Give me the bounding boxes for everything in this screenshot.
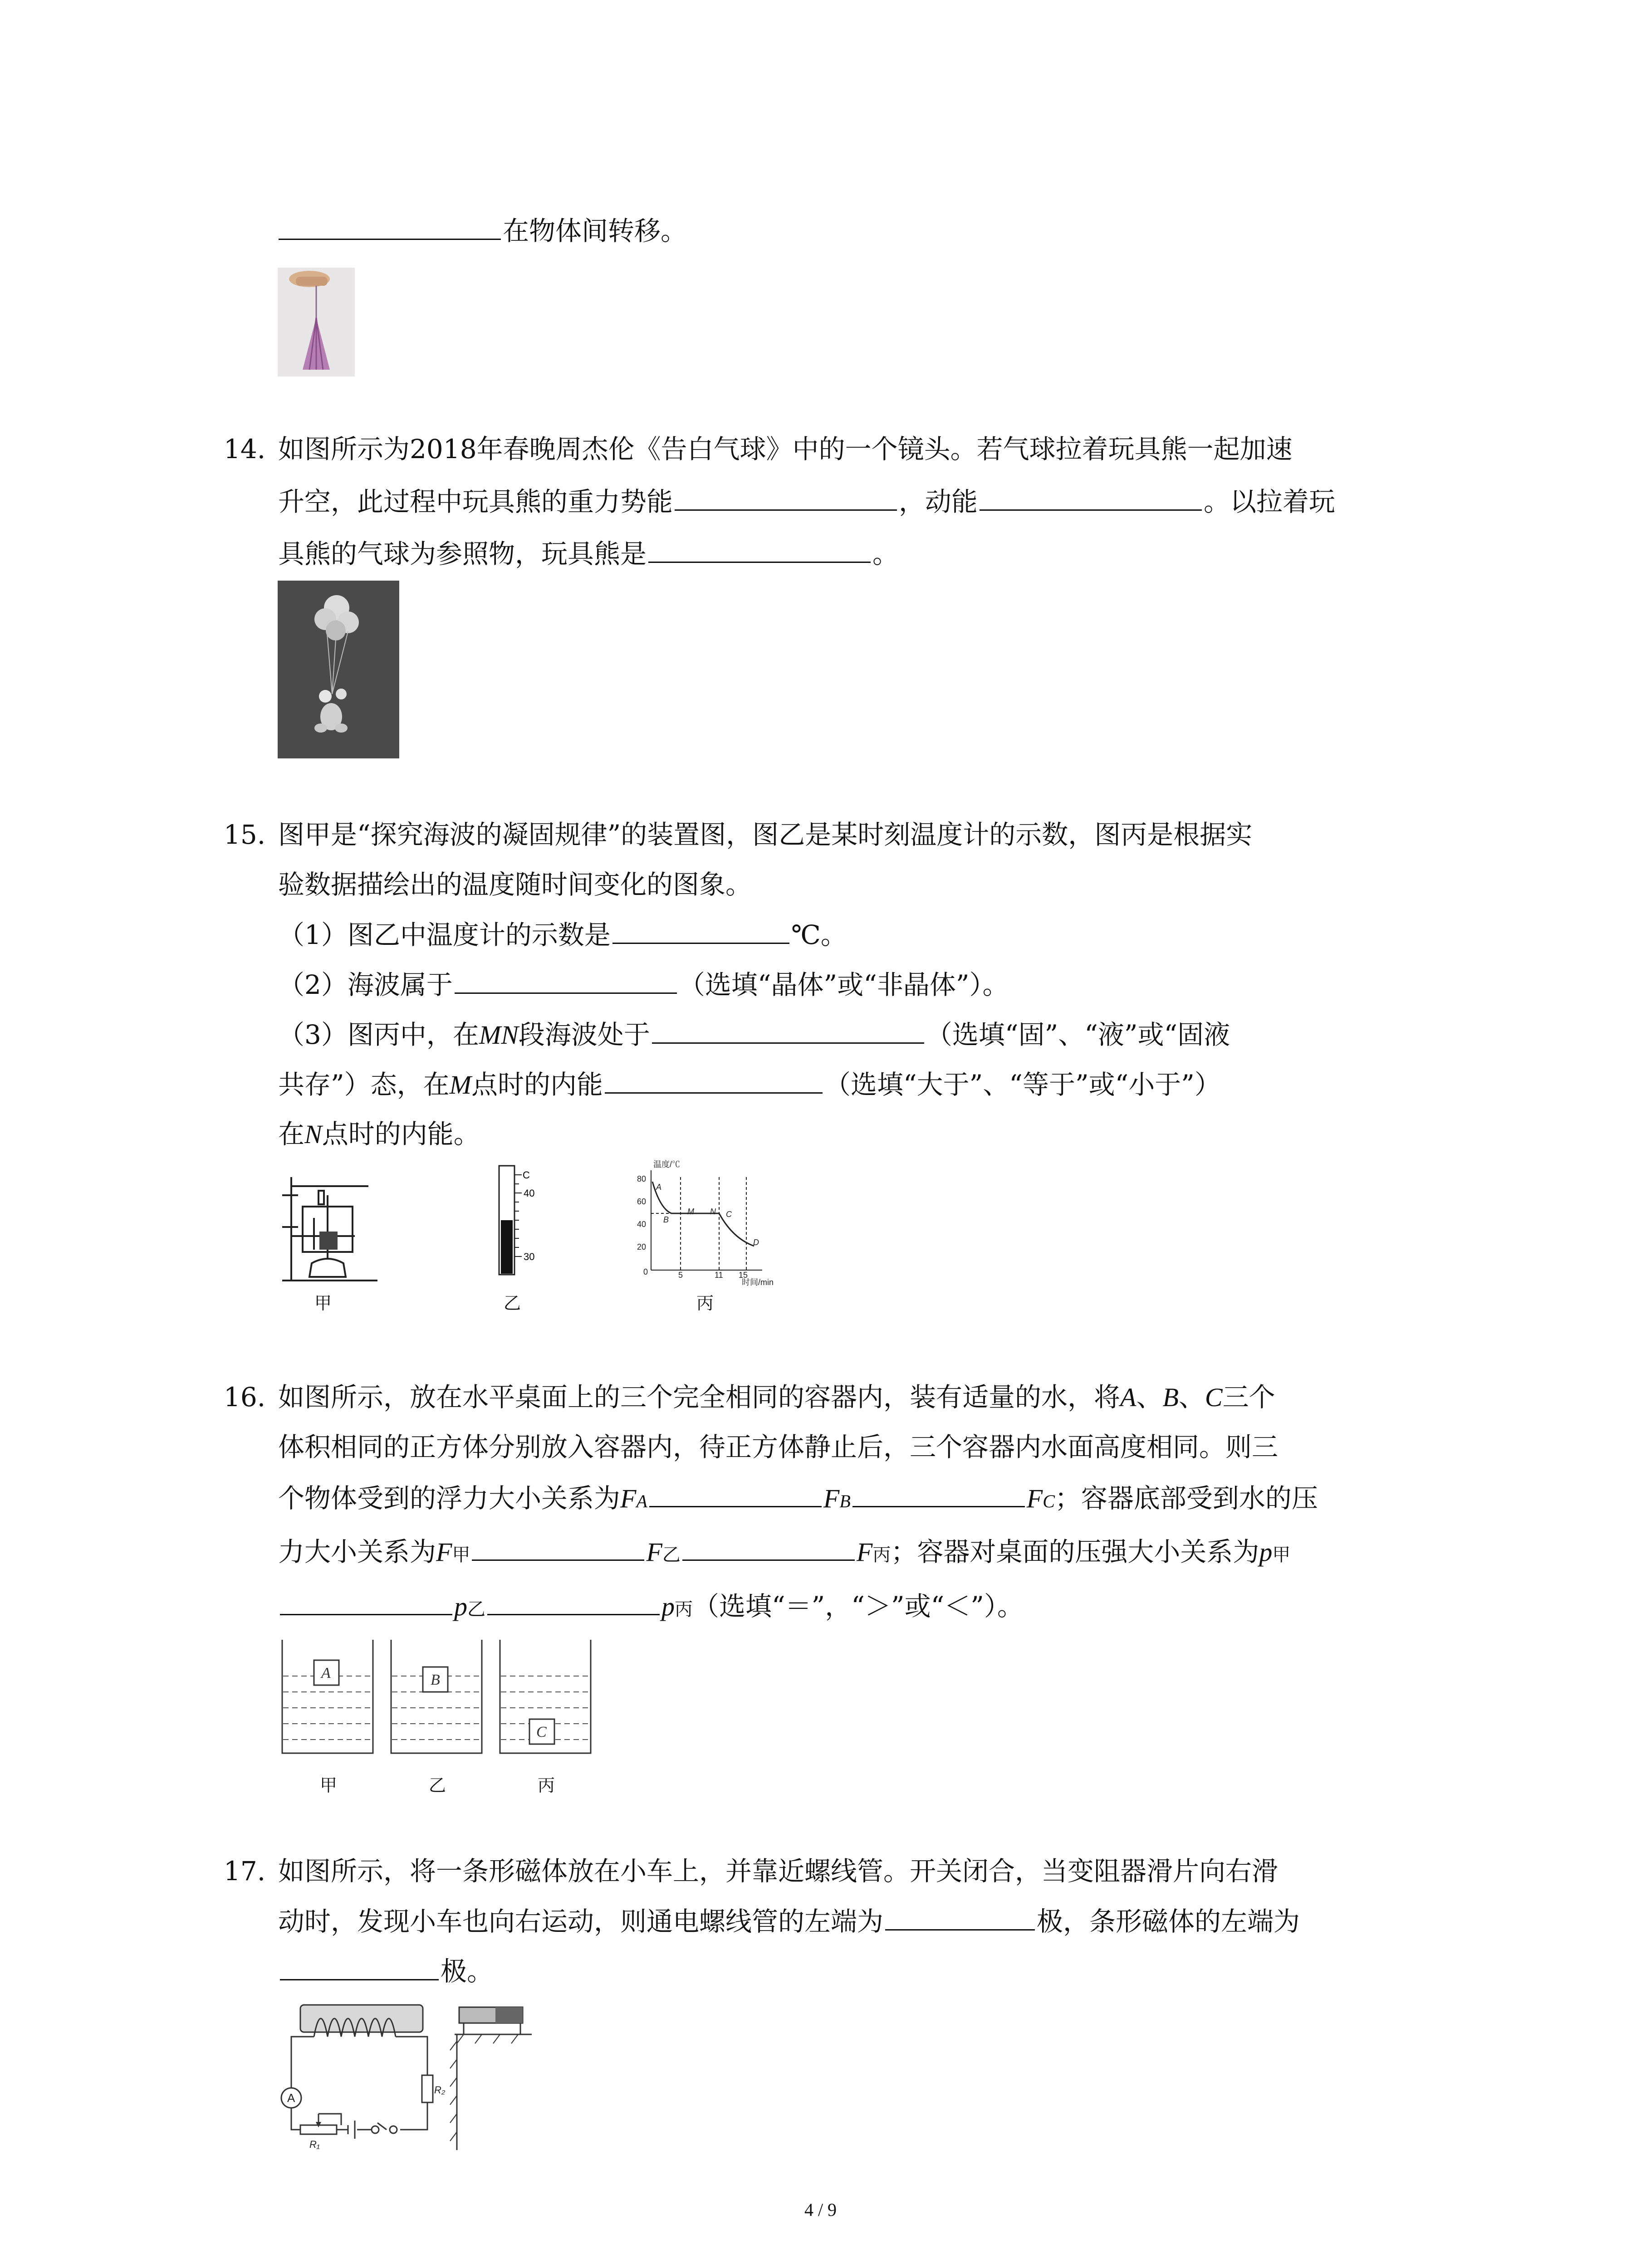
thermometer-tick-label: 30	[524, 1251, 535, 1262]
svg-text:15: 15	[739, 1271, 748, 1280]
svg-text:M: M	[687, 1207, 694, 1216]
q16-line-3: 个物体受到的浮力大小关系为FA FB FC；容器底部受到水的压	[278, 1480, 1318, 1520]
q13-tail-line: 在物体间转移。	[277, 212, 687, 249]
page-number: 4 / 9	[804, 2200, 837, 2220]
answer-blank[interactable]	[612, 916, 789, 944]
q15-sub-2: （2）海波属于 （选填“晶体”或“非晶体”）。	[278, 966, 1009, 1003]
figure-caption: 丙	[538, 1775, 555, 1795]
question-number: 17.	[224, 1856, 266, 1887]
q15-thermometer-diagram	[485, 1161, 540, 1279]
figure-caption: 乙	[429, 1775, 446, 1795]
q14-line-1: 14. 如图所示为2018年春晚周杰伦《告白气球》中的一个镜头。若气球拉着玩具熊一起加速	[224, 431, 1293, 467]
q15-line-1: 15. 图甲是“探究海波的凝固规律”的装置图，图乙是某时刻温度计的示数，图丙是根据实	[224, 816, 1252, 853]
svg-text:A: A	[321, 1665, 331, 1681]
q15-sub-3-cont: 共存”）态，在M点时的内能 （选填“大于”、“等于”或“小于”）	[278, 1066, 1221, 1103]
q17-line-3: 极。	[278, 1953, 493, 1989]
figure-caption: 甲	[320, 1775, 338, 1795]
q15-sub-3-end: 在N点时的内能。	[278, 1119, 480, 1149]
svg-text:11: 11	[715, 1271, 723, 1280]
q14-photo	[278, 581, 399, 758]
svg-text:D: D	[753, 1238, 759, 1247]
svg-text:0: 0	[643, 1267, 648, 1276]
answer-blank[interactable]	[980, 483, 1202, 511]
answer-blank[interactable]	[852, 1480, 1025, 1507]
q16-line-2: 体积相同的正方体分别放入容器内，待正方体静止后，三个容器内水面高度相同。则三	[278, 1432, 1279, 1462]
answer-blank[interactable]	[472, 1533, 644, 1561]
ammeter-label: A	[287, 2091, 295, 2105]
q15-sub-1: （1）图乙中温度计的示数是 ℃。	[278, 916, 847, 953]
q13-photo	[278, 268, 355, 376]
answer-blank[interactable]	[675, 483, 897, 511]
svg-text:20: 20	[637, 1242, 647, 1251]
figure-caption: 丙	[696, 1293, 714, 1313]
q17-line-1: 17. 如图所示，将一条形磁体放在小车上，并靠近螺线管。开关闭合，当变阻器滑片向右滑	[224, 1853, 1278, 1889]
thermometer-tick-label: 40	[524, 1188, 535, 1199]
svg-text:N: N	[710, 1207, 716, 1216]
answer-blank[interactable]	[279, 212, 501, 240]
svg-text:B: B	[663, 1215, 669, 1224]
q15-apparatus-diagram	[278, 1168, 382, 1286]
answer-blank[interactable]	[487, 1588, 660, 1615]
svg-text:40: 40	[637, 1220, 647, 1229]
svg-text:C: C	[726, 1210, 732, 1219]
answer-blank[interactable]	[280, 1588, 452, 1615]
answer-blank[interactable]	[885, 1903, 1035, 1931]
svg-text:温度/℃: 温度/℃	[653, 1160, 681, 1169]
answer-blank[interactable]	[648, 535, 871, 563]
q16-line-1: 16. 如图所示，放在水平桌面上的三个完全相同的容器内，装有适量的水，将A、B、C三个	[224, 1379, 1275, 1416]
answer-blank[interactable]	[280, 1953, 439, 1980]
q16-line-4: 力大小关系为F甲 F乙 F丙；容器对桌面的压强大小关系为p甲	[278, 1533, 1290, 1573]
q17-circuit-diagram	[278, 2000, 550, 2155]
q16-line-5: p乙 p丙（选填“＝”，“＞”或“＜”）。	[278, 1588, 1024, 1628]
svg-text:80: 80	[637, 1174, 647, 1183]
answer-blank[interactable]	[455, 966, 677, 994]
svg-text:5: 5	[678, 1271, 683, 1280]
answer-blank[interactable]	[649, 1480, 822, 1507]
svg-text:时间/min: 时间/min	[742, 1278, 774, 1287]
q15-temperature-graph	[635, 1159, 780, 1288]
svg-text:B: B	[431, 1672, 440, 1688]
svg-text:A: A	[656, 1183, 662, 1192]
thermometer-unit: C	[523, 1169, 530, 1181]
question-number: 16.	[224, 1382, 266, 1413]
svg-text:C: C	[536, 1724, 547, 1740]
answer-blank[interactable]	[652, 1016, 924, 1044]
q15-line-2: 验数据描绘出的温度随时间变化的图象。	[278, 869, 752, 900]
resistor-label: R₂	[434, 2084, 446, 2096]
question-number: 15.	[224, 819, 266, 850]
figure-caption: 甲	[314, 1293, 332, 1313]
answer-blank[interactable]	[682, 1533, 855, 1561]
q15-sub-3: （3）图丙中，在MN段海波处于 （选填“固”、“液”或“固液	[278, 1016, 1230, 1053]
question-number: 14.	[224, 434, 266, 464]
answer-blank[interactable]	[605, 1066, 823, 1094]
q14-line-2: 升空，此过程中玩具熊的重力势能 ，动能 。以拉着玩	[278, 483, 1335, 520]
svg-text:60: 60	[637, 1197, 647, 1206]
q17-line-2: 动时，发现小车也向右运动，则通电螺线管的左端为 极，条形磁体的左端为	[278, 1903, 1300, 1940]
rheostat-label: R₁	[309, 2139, 320, 2150]
figure-caption: 乙	[504, 1293, 521, 1313]
q16-containers-diagram	[278, 1640, 604, 1771]
q14-line-3: 具熊的气球为参照物，玩具熊是 。	[278, 535, 899, 572]
